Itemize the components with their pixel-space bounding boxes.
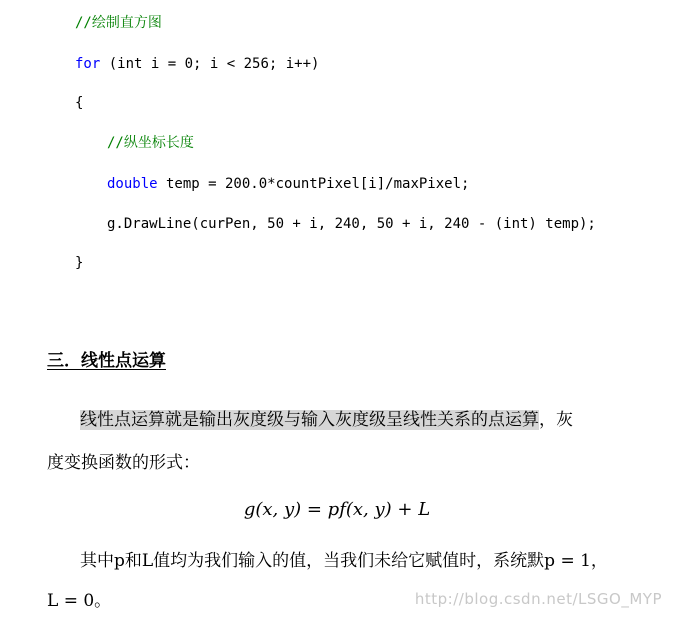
code-comment-axis-length: //纵坐标长度 <box>107 135 194 151</box>
keyword-double: double <box>107 176 158 192</box>
section-heading: 三．线性点运算 <box>47 351 166 371</box>
paragraph-2-line-1: 其中p和L值均为我们输入的值，当我们未给它赋值时，系统默p = 1， <box>80 551 608 571</box>
paragraph-1-line-2: 度变换函数的形式： <box>47 453 200 473</box>
code-drawline: g.DrawLine(curPen, 50 + i, 240, 50 + i, 240 - (int) temp); <box>107 216 596 232</box>
highlighted-text: 线性点运算就是输出灰度级与输入灰度级呈线性关系的点运算 <box>80 410 539 430</box>
paragraph-1-line-1 <box>80 408 573 432</box>
for-loop-condition: (int i = 0; i < 256; i++) <box>100 56 320 72</box>
code-brace-open: { <box>75 95 84 111</box>
paragraph-2-line-2: L = 0。 <box>47 591 112 611</box>
keyword-for: for <box>75 56 101 72</box>
watermark-url: http://blog.csdn.net/LSGO_MYP <box>414 590 662 608</box>
temp-assignment: temp = 200.0*countPixel[i]/maxPixel; <box>157 176 470 192</box>
code-comment-draw-histogram: //绘制直方图 <box>75 15 162 31</box>
transform-formula: g(x, y) = pf(x, y) + L <box>243 499 431 520</box>
code-double-temp <box>107 175 469 193</box>
code-for-loop <box>75 55 319 73</box>
code-brace-close: } <box>75 255 84 271</box>
paragraph-1-tail: ，灰 <box>539 410 573 430</box>
